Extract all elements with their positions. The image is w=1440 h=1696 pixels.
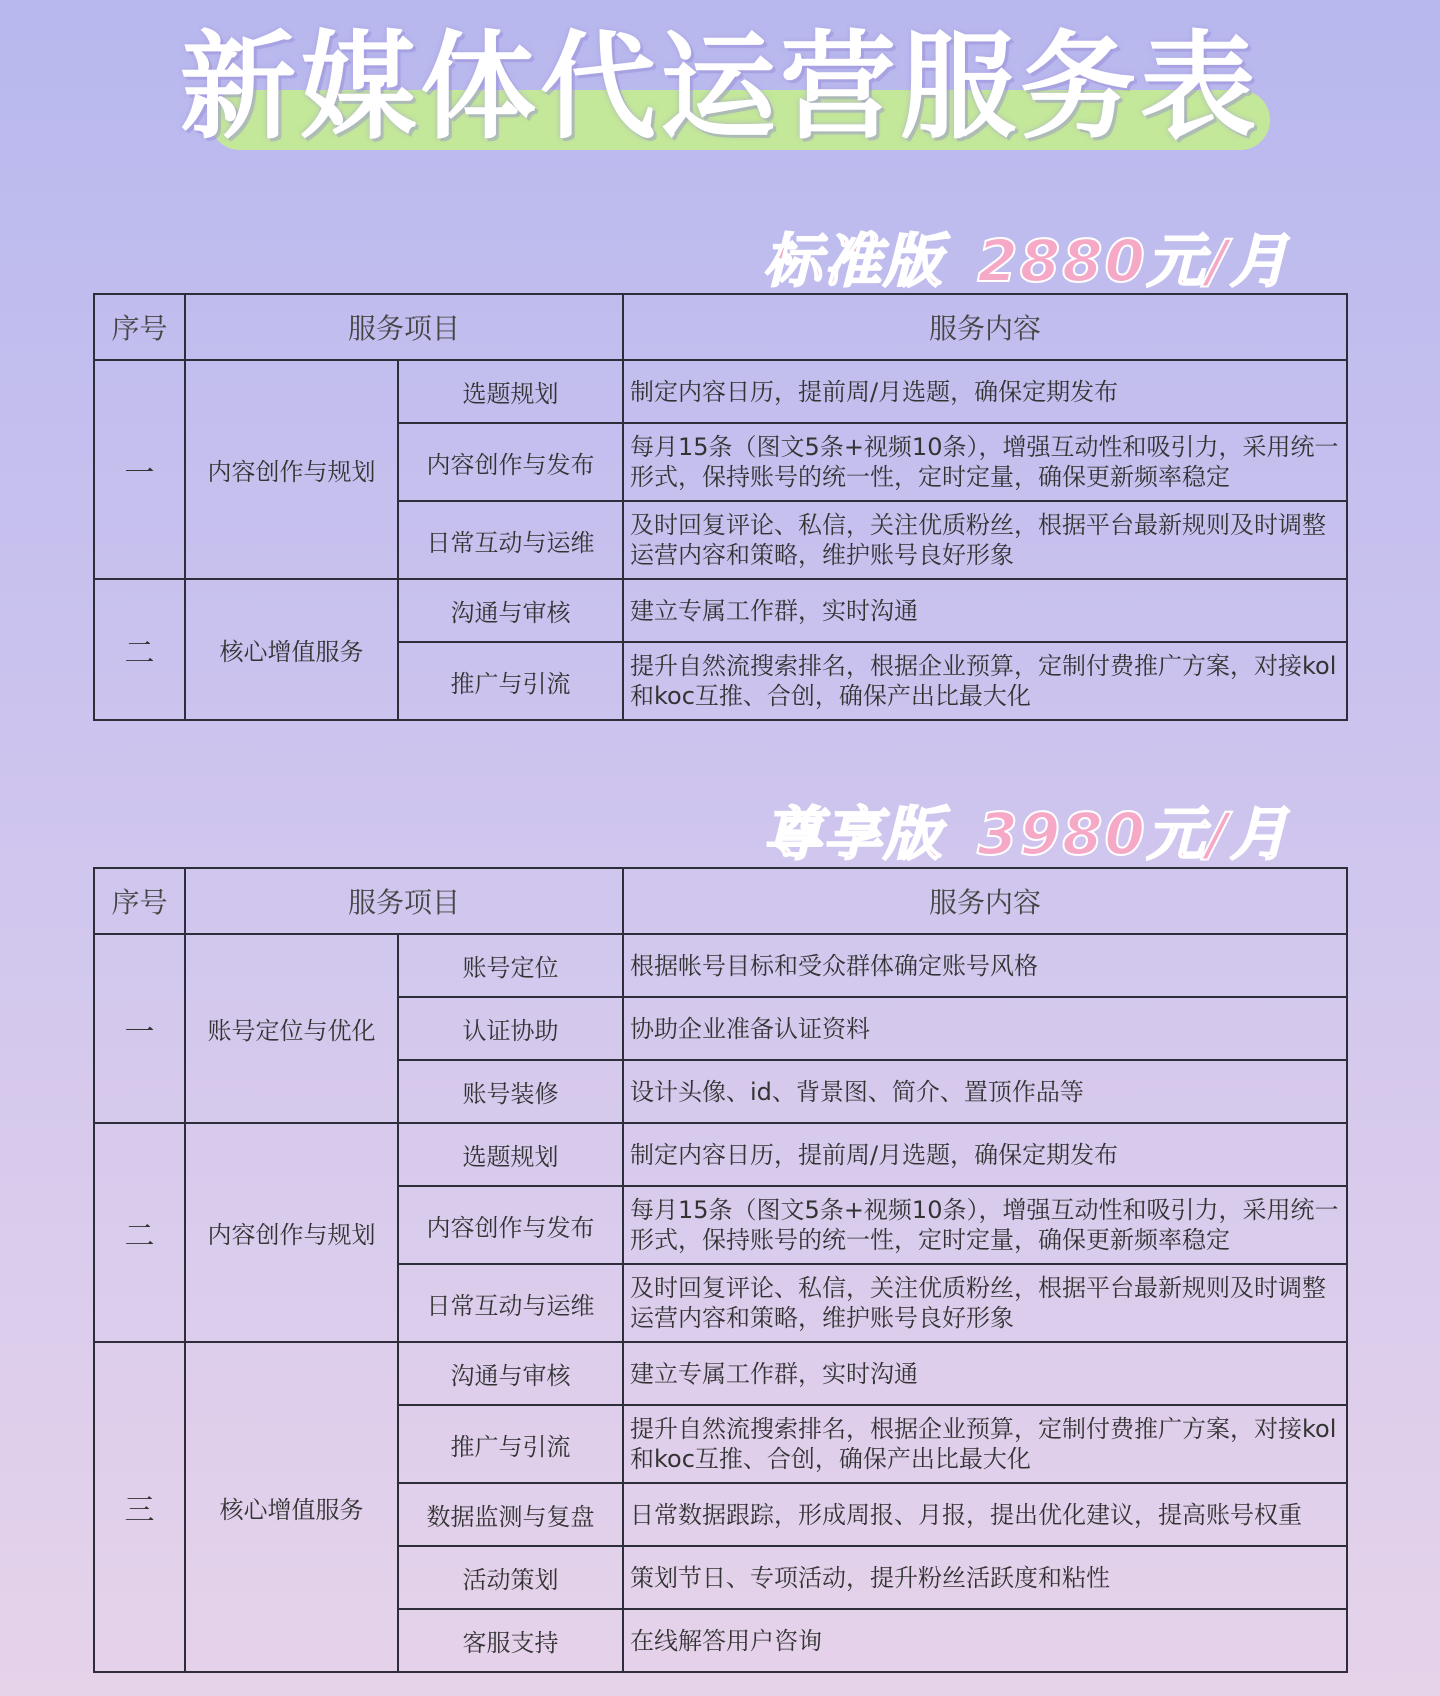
page-title: 新媒体代运营服务表 xyxy=(180,20,1260,155)
service-desc: 制定内容日历，提前周/月选题，确保定期发布 xyxy=(623,1123,1347,1186)
plan-heading-premium xyxy=(763,787,1290,871)
service-item: 客服支持 xyxy=(398,1609,623,1672)
service-desc: 及时回复评论、私信，关注优质粉丝，根据平台最新规则及时调整运营内容和策略，维护账号良好形象 xyxy=(623,501,1347,579)
service-desc: 每月15条（图文5条+视频10条），增强互动性和吸引力，采用统一形式，保持账号的统一性，定时定量，确保更新频率稳定 xyxy=(623,1186,1347,1264)
table-row xyxy=(94,934,1347,997)
service-desc: 根据帐号目标和受众群体确定账号风格 xyxy=(623,934,1347,997)
group-number: 一 xyxy=(94,934,185,1123)
table-header-row xyxy=(94,294,1347,360)
service-table-premium xyxy=(93,867,1348,1673)
service-desc: 在线解答用户咨询 xyxy=(623,1609,1347,1672)
service-item: 日常互动与运维 xyxy=(398,1264,623,1342)
plan-name: 尊享版 xyxy=(763,800,944,868)
service-item: 选题规划 xyxy=(398,1123,623,1186)
service-desc: 提升自然流搜索排名，根据企业预算，定制付费推广方案，对接kol和koc互推、合创，确保产出比最大化 xyxy=(623,1405,1347,1483)
service-desc: 建立专属工作群，实时沟通 xyxy=(623,1342,1347,1405)
group-category: 核心增值服务 xyxy=(185,579,398,720)
service-item: 沟通与审核 xyxy=(398,1342,623,1405)
service-item: 选题规划 xyxy=(398,360,623,423)
table-row xyxy=(94,579,1347,642)
plan-price: 3980元/月 xyxy=(977,800,1290,868)
service-table-standard xyxy=(93,293,1348,721)
service-item: 数据监测与复盘 xyxy=(398,1483,623,1546)
table-header-row xyxy=(94,868,1347,934)
service-desc: 协助企业准备认证资料 xyxy=(623,997,1347,1060)
header-num: 序号 xyxy=(94,294,185,360)
service-desc: 设计头像、id、背景图、简介、置顶作品等 xyxy=(623,1060,1347,1123)
header-item: 服务项目 xyxy=(185,294,623,360)
service-item: 内容创作与发布 xyxy=(398,423,623,501)
service-item: 活动策划 xyxy=(398,1546,623,1609)
group-number: 三 xyxy=(94,1342,185,1672)
service-item: 账号装修 xyxy=(398,1060,623,1123)
service-desc: 制定内容日历，提前周/月选题，确保定期发布 xyxy=(623,360,1347,423)
group-category: 内容创作与规划 xyxy=(185,1123,398,1342)
page-title-block xyxy=(0,18,1440,168)
service-desc: 策划节日、专项活动，提升粉丝活跃度和粘性 xyxy=(623,1546,1347,1609)
table-row xyxy=(94,1123,1347,1186)
header-content: 服务内容 xyxy=(623,868,1347,934)
group-number: 二 xyxy=(94,579,185,720)
service-item: 推广与引流 xyxy=(398,642,623,720)
service-desc: 日常数据跟踪，形成周报、月报，提出优化建议，提高账号权重 xyxy=(623,1483,1347,1546)
service-desc: 及时回复评论、私信，关注优质粉丝，根据平台最新规则及时调整运营内容和策略，维护账号良好形象 xyxy=(623,1264,1347,1342)
service-item: 账号定位 xyxy=(398,934,623,997)
plan-price: 2880元/月 xyxy=(977,227,1290,295)
service-item: 推广与引流 xyxy=(398,1405,623,1483)
plan-name: 标准版 xyxy=(763,227,944,295)
group-category: 核心增值服务 xyxy=(185,1342,398,1672)
group-category: 内容创作与规划 xyxy=(185,360,398,579)
service-item: 认证协助 xyxy=(398,997,623,1060)
service-desc: 每月15条（图文5条+视频10条），增强互动性和吸引力，采用统一形式，保持账号的统一性，定时定量，确保更新频率稳定 xyxy=(623,423,1347,501)
service-item: 日常互动与运维 xyxy=(398,501,623,579)
group-number: 一 xyxy=(94,360,185,579)
service-desc: 建立专属工作群，实时沟通 xyxy=(623,579,1347,642)
header-num: 序号 xyxy=(94,868,185,934)
header-item: 服务项目 xyxy=(185,868,623,934)
service-desc: 提升自然流搜索排名，根据企业预算，定制付费推广方案，对接kol和koc互推、合创，确保产出比最大化 xyxy=(623,642,1347,720)
service-item: 沟通与审核 xyxy=(398,579,623,642)
table-row xyxy=(94,1342,1347,1405)
plan-heading-standard xyxy=(763,214,1290,298)
header-content: 服务内容 xyxy=(623,294,1347,360)
group-number: 二 xyxy=(94,1123,185,1342)
service-item: 内容创作与发布 xyxy=(398,1186,623,1264)
group-category: 账号定位与优化 xyxy=(185,934,398,1123)
table-row xyxy=(94,360,1347,423)
